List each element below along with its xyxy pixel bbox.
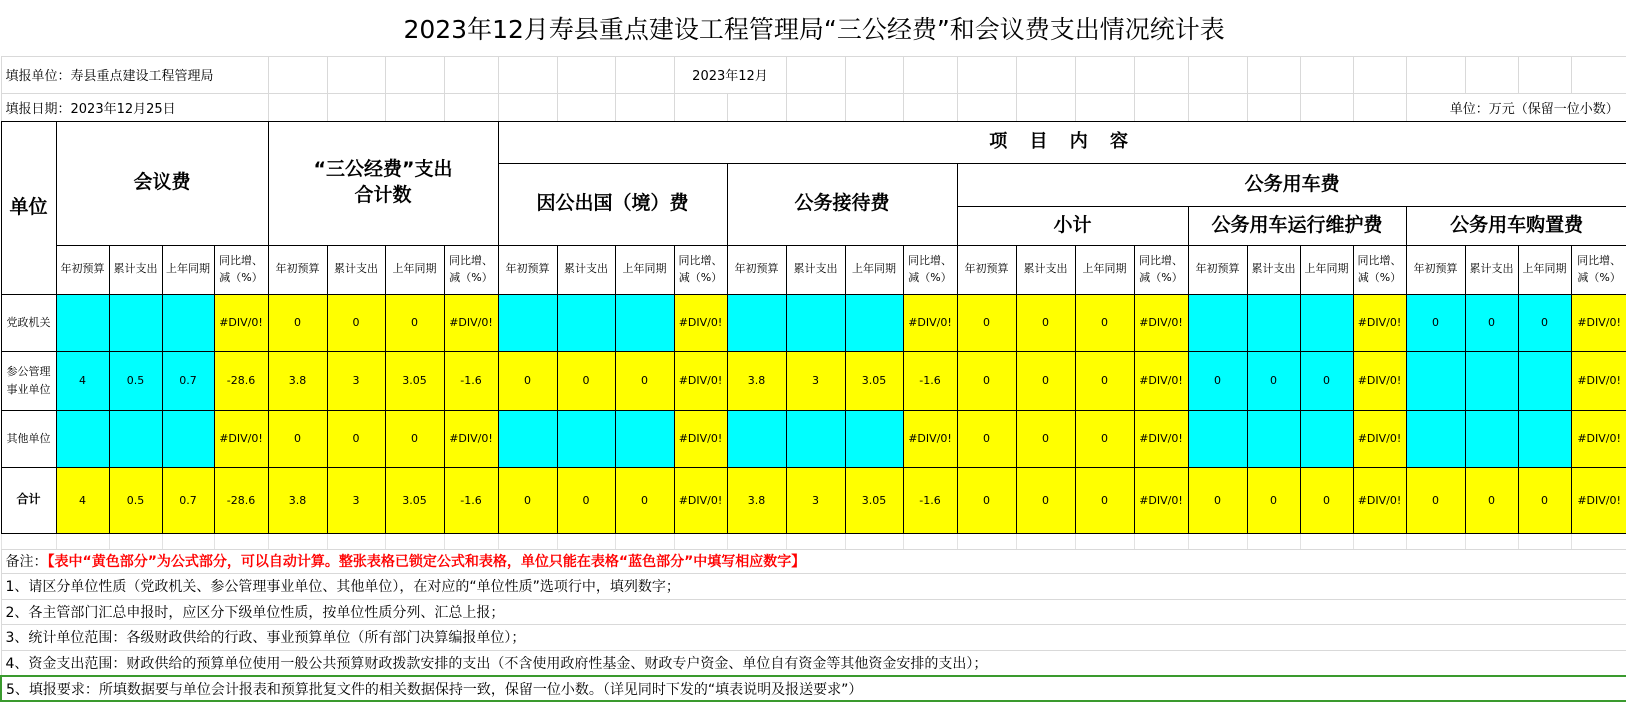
abroad-fee-header: 因公出国（境）费 [498,163,727,245]
remark-prefix: 备注： [5,554,48,570]
empty-cell[interactable] [674,93,727,121]
reception-cumulative-spend-header: 累计支出 [786,245,845,294]
empty-cell[interactable] [1134,56,1188,93]
vehicle-subtotal-header: 小计 [957,206,1188,245]
empty-cell[interactable] [1406,533,1465,549]
meeting-annual-budget-cell[interactable] [56,294,109,351]
vehicle-subtotal-prior-year-cell: 0 [1075,410,1134,467]
note-row [1,676,1626,701]
sangong-total-annual-budget-header: 年初预算 [268,245,327,294]
empty-cell[interactable] [1300,93,1353,121]
data-row [1,410,1626,467]
empty-cell[interactable] [674,533,727,549]
empty-cell[interactable] [1134,533,1188,549]
empty-cell[interactable] [557,56,615,93]
meeting-cumulative-spend-header: 累计支出 [109,245,162,294]
reception-cumulative-spend-cell: 3 [786,351,845,410]
vehicle-fee-header: 公务用车费 [957,163,1626,206]
vehicle-operation-annual-budget-cell[interactable]: 0 [1188,351,1247,410]
empty-cell[interactable] [1,533,56,549]
empty-cell[interactable] [1188,56,1247,93]
vehicle-purchase-yoy-change-cell: #DIV/0! [1571,410,1626,467]
sangong-total-yoy-change-cell: #DIV/0! [444,410,498,467]
empty-cell[interactable] [214,533,268,549]
sangong-total-yoy-change-cell: -1.6 [444,351,498,410]
empty-cell[interactable] [1188,533,1247,549]
vehicle-purchase-prior-year-cell[interactable] [1518,351,1571,410]
vehicle-purchase-annual-budget-cell[interactable]: 0 [1406,294,1465,351]
vehicle-purchase-annual-budget-header: 年初预算 [1406,245,1465,294]
remark-cell[interactable] [1,549,1626,573]
meeting-annual-budget-cell[interactable] [56,410,109,467]
data-row [1,351,1626,410]
meeting-prior-year-cell[interactable]: 0.7 [162,351,214,410]
empty-cell[interactable] [268,93,327,121]
empty-cell[interactable] [1075,533,1134,549]
empty-cell[interactable] [1353,56,1406,93]
empty-cell[interactable] [56,533,109,549]
empty-cell[interactable] [557,533,615,549]
vehicle-subtotal-yoy-change-cell: #DIV/0! [1134,410,1188,467]
remark-row [1,549,1626,573]
meeting-annual-budget-cell: 4 [56,467,109,533]
empty-cell[interactable] [327,56,385,93]
empty-cell[interactable] [957,56,1016,93]
abroad-prior-year-cell[interactable] [615,294,674,351]
reporting-unit[interactable]: 填报单位：寿县重点建设工程管理局 [1,56,268,93]
abroad-yoy-change-header: 同比增、 减（%） [674,245,727,294]
empty-cell[interactable] [498,56,557,93]
vehicle-purchase-prior-year-header: 上年同期 [1518,245,1571,294]
report-date[interactable]: 填报日期：2023年12月25日 [1,93,268,121]
empty-cell[interactable] [1134,93,1188,121]
abroad-yoy-change-cell: #DIV/0! [674,467,727,533]
unit-name-cell: 参公管理 事业单位 [1,351,56,410]
empty-cell[interactable] [727,93,786,121]
vehicle-purchase-prior-year-cell[interactable] [1518,410,1571,467]
reception-yoy-change-cell: #DIV/0! [903,294,957,351]
reception-fee-header: 公务接待费 [727,163,957,245]
reception-prior-year-cell: 3.05 [845,467,903,533]
report-period[interactable]: 2023年12月 [674,56,786,93]
abroad-annual-budget-cell[interactable] [498,294,557,351]
vehicle-purchase-cumulative-spend-cell[interactable] [1465,410,1518,467]
vehicle-purchase-annual-budget-cell[interactable] [1406,410,1465,467]
empty-cell[interactable] [845,93,903,121]
vehicle-subtotal-prior-year-header: 上年同期 [1075,245,1134,294]
vehicle-operation-prior-year-cell[interactable]: 0 [1300,351,1353,410]
empty-cell[interactable] [903,56,957,93]
vehicle-purchase-cumulative-spend-cell: 0 [1465,467,1518,533]
sangong-total-prior-year-cell: 3.05 [385,351,444,410]
vehicle-purchase-annual-budget-cell[interactable] [1406,351,1465,410]
meeting-prior-year-cell: 0.7 [162,467,214,533]
vehicle-operation-cumulative-spend-cell: 0 [1247,467,1300,533]
empty-cell[interactable] [444,93,498,121]
remark-highlight: 【表中“黄色部分”为公式部分，可以自动计算。整张表格已锁定公式和表格，单位只能在表格“蓝色部分”中填写相应数字】 [47,554,806,570]
empty-cell[interactable] [615,533,674,549]
vehicle-purchase-cumulative-spend-cell[interactable] [1465,351,1518,410]
vehicle-operation-annual-budget-cell: 0 [1188,467,1247,533]
empty-cell[interactable] [327,533,385,549]
vehicle-purchase-cumulative-spend-header: 累计支出 [1465,245,1518,294]
note-item-3[interactable]: 3、统计单位范围：各级财政供给的行政、事业预算单位（所有部门决算编报单位）； [1,624,1626,650]
meeting-yoy-change-header: 同比增、 减（%） [214,245,268,294]
vehicle-operation-cumulative-spend-cell[interactable] [1247,294,1300,351]
unit-name-cell: 党政机关 [1,294,56,351]
vehicle-purchase-yoy-change-cell: #DIV/0! [1571,351,1626,410]
sangong-total-prior-year-cell: 0 [385,410,444,467]
reception-cumulative-spend-cell: 3 [786,467,845,533]
vehicle-operation-yoy-change-cell: #DIV/0! [1353,294,1406,351]
empty-cell[interactable] [903,93,957,121]
empty-cell[interactable] [444,533,498,549]
sangong-total-yoy-change-header: 同比增、 减（%） [444,245,498,294]
empty-cell[interactable] [1247,56,1300,93]
unit-note[interactable]: 单位：万元（保留一位小数） [1406,93,1626,121]
vehicle-purchase-yoy-change-cell: #DIV/0! [1571,294,1626,351]
vehicle-operation-prior-year-cell: 0 [1300,467,1353,533]
vehicle-operation-yoy-change-cell: #DIV/0! [1353,410,1406,467]
empty-cell[interactable] [786,533,845,549]
empty-cell[interactable] [385,56,444,93]
report-date-row [1,93,1626,121]
sangong-total-cumulative-spend-cell: 3 [327,351,385,410]
data-row [1,294,1626,351]
empty-cell[interactable] [1353,533,1406,549]
vehicle-purchase-cumulative-spend-cell[interactable]: 0 [1465,294,1518,351]
vehicle-subtotal-yoy-change-cell: #DIV/0! [1134,294,1188,351]
empty-cell[interactable] [498,93,557,121]
reception-annual-budget-header: 年初预算 [727,245,786,294]
total-row [1,467,1626,533]
sangong-total-prior-year-header: 上年同期 [385,245,444,294]
title-row [1,0,1626,56]
vehicle-operation-header: 公务用车运行维护费 [1188,206,1406,245]
empty-cell[interactable] [109,533,162,549]
vehicle-purchase-yoy-change-header: 同比增、 减（%） [1571,245,1626,294]
sangong-total-cumulative-spend-header: 累计支出 [327,245,385,294]
note-item-5-selected[interactable]: 5、填报要求：所填数据要与单位会计报表和预算批复文件的相关数据保持一致，保留一位小数。（详见同时下发的“填表说明及报送要求”） [1,676,1626,701]
meeting-yoy-change-cell: #DIV/0! [214,294,268,351]
empty-cell[interactable] [498,533,557,549]
empty-cell[interactable] [957,93,1016,121]
sangong-total-header-line1: “三公经费”支出 [313,158,453,181]
vehicle-operation-yoy-change-cell: #DIV/0! [1353,467,1406,533]
meeting-annual-budget-cell[interactable]: 4 [56,351,109,410]
abroad-prior-year-cell: 0 [615,351,674,410]
abroad-prior-year-cell: 0 [615,467,674,533]
reception-annual-budget-cell: 3.8 [727,467,786,533]
note-row [1,624,1626,650]
vehicle-purchase-header: 公务用车购置费 [1406,206,1626,245]
sangong-total-header [268,121,498,245]
sangong-total-prior-year-cell: 0 [385,294,444,351]
meeting-yoy-change-cell: -28.6 [214,351,268,410]
sangong-total-cumulative-spend-cell: 3 [327,467,385,533]
vehicle-subtotal-cumulative-spend-cell: 0 [1016,351,1075,410]
vehicle-purchase-annual-budget-cell: 0 [1406,467,1465,533]
vehicle-subtotal-prior-year-cell: 0 [1075,467,1134,533]
empty-cell[interactable] [1016,93,1075,121]
abroad-yoy-change-cell: #DIV/0! [674,351,727,410]
abroad-cumulative-spend-cell: 0 [557,351,615,410]
empty-cell[interactable] [1353,93,1406,121]
reception-yoy-change-cell: #DIV/0! [903,410,957,467]
unit-header: 单位 [1,121,56,294]
abroad-cumulative-spend-header: 累计支出 [557,245,615,294]
vehicle-subtotal-cumulative-spend-cell: 0 [1016,467,1075,533]
vehicle-purchase-prior-year-cell[interactable]: 0 [1518,294,1571,351]
empty-cell[interactable] [615,93,674,121]
reception-cumulative-spend-cell[interactable] [786,410,845,467]
sangong-total-prior-year-cell: 3.05 [385,467,444,533]
note-row [1,599,1626,624]
vehicle-operation-cumulative-spend-cell[interactable] [1247,410,1300,467]
abroad-cumulative-spend-cell[interactable] [557,410,615,467]
empty-cell[interactable] [1518,56,1571,93]
header-row-4 [1,245,1626,294]
meeting-annual-budget-header: 年初预算 [56,245,109,294]
empty-cell[interactable] [1300,56,1353,93]
note-row [1,573,1626,599]
abroad-cumulative-spend-cell: 0 [557,467,615,533]
abroad-annual-budget-cell[interactable] [498,410,557,467]
vehicle-operation-annual-budget-cell[interactable] [1188,410,1247,467]
note-item-1[interactable]: 1、请区分单位性质（党政机关、参公管理事业单位、其他单位），在对应的“单位性质”选项行中，填列数字； [1,573,1626,599]
empty-cell[interactable] [845,56,903,93]
abroad-annual-budget-cell: 0 [498,467,557,533]
sangong-total-annual-budget-cell: 0 [268,294,327,351]
vehicle-subtotal-prior-year-cell: 0 [1075,351,1134,410]
reception-yoy-change-cell: -1.6 [903,467,957,533]
empty-cell[interactable] [903,533,957,549]
empty-cell[interactable] [1465,56,1518,93]
empty-cell[interactable] [1571,56,1626,93]
empty-cell[interactable] [1016,533,1075,549]
reception-cumulative-spend-cell[interactable] [786,294,845,351]
empty-cell[interactable] [268,533,327,549]
vehicle-operation-yoy-change-cell: #DIV/0! [1353,351,1406,410]
reception-annual-budget-cell[interactable] [727,410,786,467]
meeting-cumulative-spend-cell[interactable] [109,410,162,467]
note-row [1,650,1626,676]
vehicle-operation-yoy-change-header: 同比增、 减（%） [1353,245,1406,294]
reception-prior-year-cell[interactable] [845,410,903,467]
empty-cell[interactable] [327,93,385,121]
abroad-yoy-change-cell: #DIV/0! [674,294,727,351]
vehicle-subtotal-annual-budget-cell: 0 [957,410,1016,467]
vehicle-subtotal-annual-budget-cell: 0 [957,351,1016,410]
vehicle-subtotal-cumulative-spend-cell: 0 [1016,294,1075,351]
note-item-2[interactable]: 2、各主管部门汇总申报时，应区分下级单位性质，按单位性质分列、汇总上报； [1,599,1626,624]
meeting-yoy-change-cell: #DIV/0! [214,410,268,467]
empty-cell[interactable] [385,93,444,121]
empty-cell[interactable] [557,93,615,121]
header-row-1 [1,121,1626,163]
vehicle-subtotal-cumulative-spend-header: 累计支出 [1016,245,1075,294]
meeting-cumulative-spend-cell[interactable] [109,294,162,351]
sangong-total-annual-budget-cell: 3.8 [268,467,327,533]
meeting-cumulative-spend-cell[interactable]: 0.5 [109,351,162,410]
empty-cell[interactable] [727,533,786,549]
sangong-total-yoy-change-cell: #DIV/0! [444,294,498,351]
note-item-4[interactable]: 4、资金支出范围：财政供给的预算单位使用一般公共预算财政拨款安排的支出（不含使用政府性基金、财政专户资金、单位自有资金等其他资金安排的支出）； [1,650,1626,676]
vehicle-operation-prior-year-cell[interactable] [1300,410,1353,467]
meeting-prior-year-cell[interactable] [162,410,214,467]
vehicle-operation-prior-year-header: 上年同期 [1300,245,1353,294]
empty-cell[interactable] [845,533,903,549]
sangong-total-cumulative-spend-cell: 0 [327,410,385,467]
reception-prior-year-cell[interactable] [845,294,903,351]
empty-cell[interactable] [1075,93,1134,121]
vehicle-subtotal-prior-year-cell: 0 [1075,294,1134,351]
vehicle-operation-prior-year-cell[interactable] [1300,294,1353,351]
sangong-total-yoy-change-cell: -1.6 [444,467,498,533]
vehicle-subtotal-annual-budget-cell: 0 [957,294,1016,351]
meeting-cumulative-spend-cell: 0.5 [109,467,162,533]
meeting-fee-header: 会议费 [56,121,268,245]
vehicle-subtotal-cumulative-spend-cell: 0 [1016,410,1075,467]
reception-yoy-change-cell: -1.6 [903,351,957,410]
empty-cell[interactable] [162,533,214,549]
vehicle-purchase-yoy-change-cell: #DIV/0! [1571,467,1626,533]
vehicle-subtotal-yoy-change-cell: #DIV/0! [1134,351,1188,410]
reception-prior-year-header: 上年同期 [845,245,903,294]
vehicle-operation-annual-budget-cell[interactable] [1188,294,1247,351]
empty-cell[interactable] [385,533,444,549]
abroad-annual-budget-header: 年初预算 [498,245,557,294]
sheet-title[interactable]: 2023年12月寿县重点建设工程管理局“三公经费”和会议费支出情况统计表 [1,0,1626,56]
empty-cell[interactable] [1075,56,1134,93]
vehicle-operation-cumulative-spend-header: 累计支出 [1247,245,1300,294]
vehicle-subtotal-annual-budget-cell: 0 [957,467,1016,533]
vehicle-operation-cumulative-spend-cell[interactable]: 0 [1247,351,1300,410]
reception-annual-budget-cell: 3.8 [727,351,786,410]
empty-cell[interactable] [615,56,674,93]
empty-cell[interactable] [957,533,1016,549]
empty-cell[interactable] [1300,533,1353,549]
vehicle-subtotal-yoy-change-cell: #DIV/0! [1134,467,1188,533]
empty-cell[interactable] [786,93,845,121]
abroad-annual-budget-cell: 0 [498,351,557,410]
abroad-prior-year-cell[interactable] [615,410,674,467]
sangong-total-annual-budget-cell: 3.8 [268,351,327,410]
empty-cell[interactable] [1465,533,1518,549]
unit-name-cell: 合计 [1,467,56,533]
meeting-yoy-change-cell: -28.6 [214,467,268,533]
vehicle-operation-annual-budget-header: 年初预算 [1188,245,1247,294]
empty-cell[interactable] [1406,56,1465,93]
empty-cell[interactable] [444,56,498,93]
sangong-total-header-line2: 合计数 [354,184,412,206]
meeting-prior-year-header: 上年同期 [162,245,214,294]
spacer-row [1,533,1626,549]
vehicle-subtotal-annual-budget-header: 年初预算 [957,245,1016,294]
sangong-total-cumulative-spend-cell: 0 [327,294,385,351]
reporting-unit-row [1,56,1626,93]
abroad-yoy-change-cell: #DIV/0! [674,410,727,467]
abroad-cumulative-spend-cell[interactable] [557,294,615,351]
sangong-total-annual-budget-cell: 0 [268,410,327,467]
empty-cell[interactable] [1016,56,1075,93]
vehicle-subtotal-yoy-change-header: 同比增、 减（%） [1134,245,1188,294]
vehicle-purchase-prior-year-cell: 0 [1518,467,1571,533]
reception-yoy-change-header: 同比增、 减（%） [903,245,957,294]
empty-cell[interactable] [1571,533,1626,549]
reception-prior-year-cell: 3.05 [845,351,903,410]
abroad-prior-year-header: 上年同期 [615,245,674,294]
project-content-header: 项 目 内 容 [498,121,1626,163]
empty-cell[interactable] [786,56,845,93]
meeting-prior-year-cell[interactable] [162,294,214,351]
empty-cell[interactable] [1247,93,1300,121]
unit-name-cell: 其他单位 [1,410,56,467]
empty-cell[interactable] [268,56,327,93]
empty-cell[interactable] [1247,533,1300,549]
empty-cell[interactable] [1188,93,1247,121]
empty-cell[interactable] [1518,533,1571,549]
reception-annual-budget-cell[interactable] [727,294,786,351]
